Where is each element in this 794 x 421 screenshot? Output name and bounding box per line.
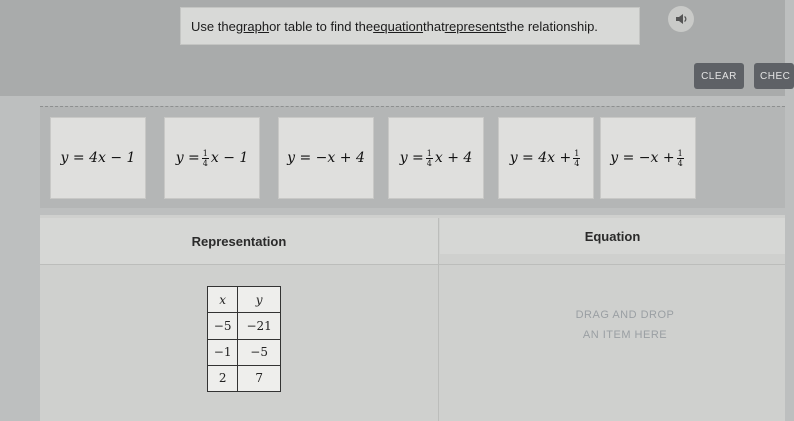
- tile-text: y = −x + 4: [287, 150, 365, 166]
- equation-tile[interactable]: [498, 117, 594, 199]
- fraction-denominator: 4: [202, 158, 208, 168]
- drop-zone[interactable]: [540, 305, 710, 345]
- check-button[interactable]: CHEC: [754, 63, 794, 89]
- table-cell: 7: [238, 365, 281, 391]
- tile-text: y =: [175, 150, 200, 166]
- fraction-numerator: 1: [677, 148, 683, 158]
- table-cell: −1: [208, 339, 238, 365]
- table-cell: −5: [208, 313, 238, 339]
- audio-button[interactable]: [668, 6, 694, 32]
- tile-text: y = −x +: [610, 150, 675, 166]
- equation-tile[interactable]: [278, 117, 374, 199]
- prompt-text: the relationship.: [506, 18, 598, 34]
- drop-zone-text: DRAG AND DROP: [575, 309, 675, 321]
- prompt-text: that: [423, 18, 445, 34]
- xy-value-table: [207, 286, 281, 392]
- fraction-numerator: 1: [202, 148, 208, 158]
- fraction-denominator: 4: [677, 158, 683, 168]
- prompt-text: or table to find the: [269, 18, 374, 34]
- fraction: [202, 149, 209, 168]
- clear-button[interactable]: CLEAR: [694, 63, 744, 89]
- equation-tile[interactable]: [388, 117, 484, 199]
- table-row: [208, 313, 281, 339]
- column-header-x: x: [208, 287, 238, 313]
- fraction: [677, 149, 684, 168]
- table-row: [208, 365, 281, 391]
- table-cell: −21: [238, 313, 281, 339]
- equation-header: Equation: [440, 218, 785, 254]
- equation-tile[interactable]: [164, 117, 260, 199]
- fraction-denominator: 4: [426, 158, 432, 168]
- question-prompt: [180, 7, 640, 45]
- fraction: [426, 149, 433, 168]
- speaker-icon: [674, 12, 688, 26]
- representation-header: Representation: [40, 218, 438, 264]
- row-divider: [40, 264, 785, 265]
- equation-tile[interactable]: [50, 117, 146, 199]
- fraction-numerator: 1: [426, 148, 432, 158]
- equation-tile[interactable]: [600, 117, 696, 199]
- tile-text: x + 4: [434, 150, 473, 166]
- glossary-link-graph[interactable]: graph: [235, 18, 270, 34]
- table-header-row: [208, 287, 281, 313]
- table-row: [208, 339, 281, 365]
- table-cell: 2: [208, 365, 238, 391]
- tile-text: y = 4x − 1: [60, 150, 136, 166]
- fraction: [573, 149, 580, 168]
- prompt-text: Use the: [191, 18, 236, 34]
- fraction-denominator: 4: [574, 158, 580, 168]
- tile-text: y =: [399, 150, 424, 166]
- drop-zone-text: AN ITEM HERE: [582, 329, 668, 341]
- column-header-y: y: [238, 287, 281, 313]
- glossary-link-represents[interactable]: represents: [444, 18, 507, 34]
- column-divider: [438, 218, 439, 421]
- glossary-link-equation[interactable]: equation: [373, 18, 424, 34]
- fraction-numerator: 1: [574, 148, 580, 158]
- tile-text: x − 1: [210, 150, 249, 166]
- tile-text: y = 4x +: [509, 150, 572, 166]
- table-cell: −5: [238, 339, 281, 365]
